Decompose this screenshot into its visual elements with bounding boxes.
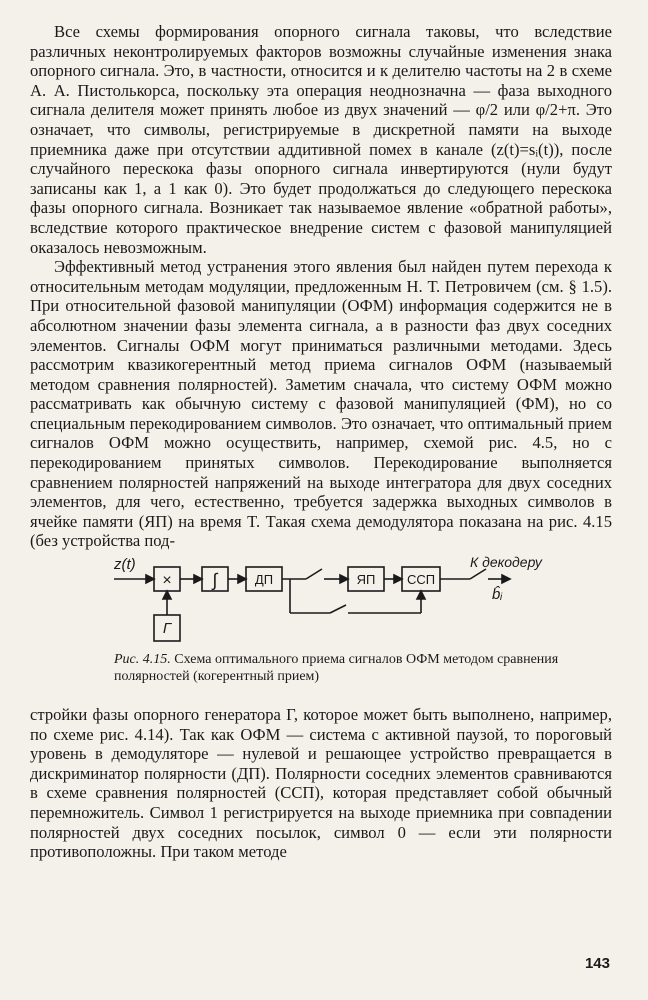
- page-body: [30, 22, 612, 862]
- figure-caption: [114, 651, 574, 685]
- caption-text: Схема оптимального приема сигналов ОФМ методом сравнения полярностей (когерентный прием): [114, 652, 559, 685]
- block-diagram: [110, 555, 550, 651]
- page-number: 143: [584, 955, 610, 972]
- multiplier-label: ×: [162, 572, 172, 590]
- paragraph-3: стройки фазы опорного генератора Г, которое может быть выполнено, например, по схеме рис. 4.14). Так как ОФМ — система с активной паузой, то пороговый уровень в демодуляторе — нулевой и решающее устройство превращается в дискриминатор полярности (ДП). Полярности соседних элементов сравниваются в схеме сравнения полярностей (ССП), которая представляет собой обычный перемножитель. Символ 1 регистрируется на выходе приемника при совпадении полярностей двух соседних посылок, символ 0 — если эти полярности противоположны. При таком методе: [30, 705, 612, 862]
- output-label: К декодеру: [470, 555, 542, 571]
- yap-label: ЯП: [356, 572, 376, 588]
- figure-4-15: [30, 555, 612, 705]
- paragraph-1: Все схемы формирования опорного сигнала таковы, что вследствие различных неконтролируемых факторов возможны случайные изменения знака опорного сигнала. Это, в частности, относится и к делителю частоты на 2 в схеме А. А. Пистолькорса, поскольку эта операция неоднозначна — фаза выходного сигнала делителя может принять любое из двух значений — φ/2 или φ/2+π. Это означает, что символы, регистрируемые в дискретной памяти на выходе приемника даже при отсутствии аддитивной помех в канале (z(t)=sᵢ(t)), после случайного перескока фазы опорного сигнала инвертируются (нули будут записаны как 1, а 1 как 0). Это будет продолжаться до следующего перескока фазы опорного сигнала. Возникает так называемое явление «обратной работы», вследствие которого практическое внедрение систем с фазовой манипуляцией оказалось невозможным.: [30, 22, 612, 257]
- generator-label: Г: [162, 620, 172, 638]
- integrator-label: ∫: [212, 570, 218, 591]
- caption-label: Рис. 4.15.: [114, 652, 171, 668]
- output-symbol: b̂ᵢ: [492, 586, 503, 604]
- paragraph-2: Эффективный метод устранения этого явления был найден путем перехода к относительным методам модуляции, предложенным Н. Т. Петровичем (см. § 1.5). При относительной фазовой манипуляции (ОФМ) информация содержится не в абсолютном значении фазы элемента сигнала, а в разности фаз двух соседних элементов. Сигналы ОФМ могут приниматься различными методами. Здесь рассмотрим квазикогерентный метод приема сигналов ОФМ (называемый методом сравнения полярностей). Заметим сначала, что систему ОФМ можно рассматривать как обычную систему с фазовой манипуляцией (ФМ), но со специальным перекодированием символов. Это означает, что оптимальный прием сигналов ОФМ можно осуществить, например, схемой рис. 4.5, но с перекодированием принятых символов. Перекодирование выполняется сравнением полярностей напряжений на выходе интегратора для двух соседних элементов, для чего, естественно, требуется задержка выходных символов в ячейке памяти (ЯП) на время T. Такая схема демодулятора показана на рис. 4.15 (без устройства под-: [30, 257, 612, 551]
- dp-label: ДП: [254, 572, 274, 588]
- input-label: z(t): [114, 556, 136, 574]
- ssp-label: ССП: [406, 572, 436, 588]
